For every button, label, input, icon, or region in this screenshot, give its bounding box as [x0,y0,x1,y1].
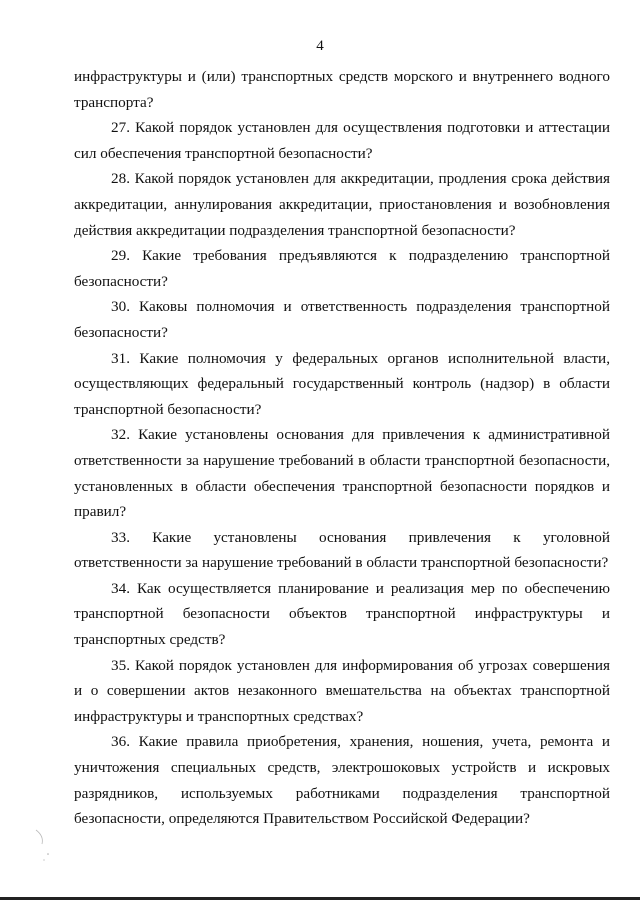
question-36: 36. Какие правила приобретения, хранения, ношения, учета, ремонта и уничтожения специальных средств, электрошоковых устройств и искровых разрядников, используемых работниками подразделения транспортной безопасности, определяются Правительством Российской Федерации? [74,733,610,828]
question-28: 28. Какой порядок установлен для аккредитации, продления срока действия аккредитации, аннулирования аккредитации, приостановления и возобновления действия аккредитации подразделения транспортной безопасности? [74,170,610,239]
paragraph-continuation: инфраструктуры и (или) транспортных средств морского и внутреннего водного транспорта? [74,68,610,111]
document-body [74,64,610,832]
question-30: 30. Каковы полномочия и ответственность подразделения транспортной безопасности? [74,298,610,341]
question-29: 29. Какие требования предъявляются к подразделению транспортной безопасности? [74,247,610,290]
page-number: 4 [316,38,324,54]
question-32: 32. Какие установлены основания для привлечения к административной ответственности за нарушение требований в области транспортной безопасности, установленных в области обеспечения транспортной безопасности порядков и правил? [74,426,610,521]
question-34: 34. Как осуществляется планирование и реализация мер по обеспечению транспортной безопасности объектов транспортной инфраструктуры и транспортных средств? [74,579,610,649]
question-33: 33. Какие установлены основания привлечения к уголовной ответственности за нарушение требований в области транспортной безопасности? [74,528,610,572]
question-27: 27. Какой порядок установлен для осуществления подготовки и аттестации сил обеспечения транспортной безопасности? [74,119,610,162]
question-31: 31. Какие полномочия у федеральных органов исполнительной власти, осуществляющих федеральный государственный контроль (надзор) в области транспортной безопасности? [74,349,610,418]
scan-artifact [34,826,60,866]
question-35: 35. Какой порядок установлен для информирования об угрозах совершения и о совершении актов незаконного вмешательства на объектах транспортной инфраструктуры и транспортных средствах? [74,656,610,725]
